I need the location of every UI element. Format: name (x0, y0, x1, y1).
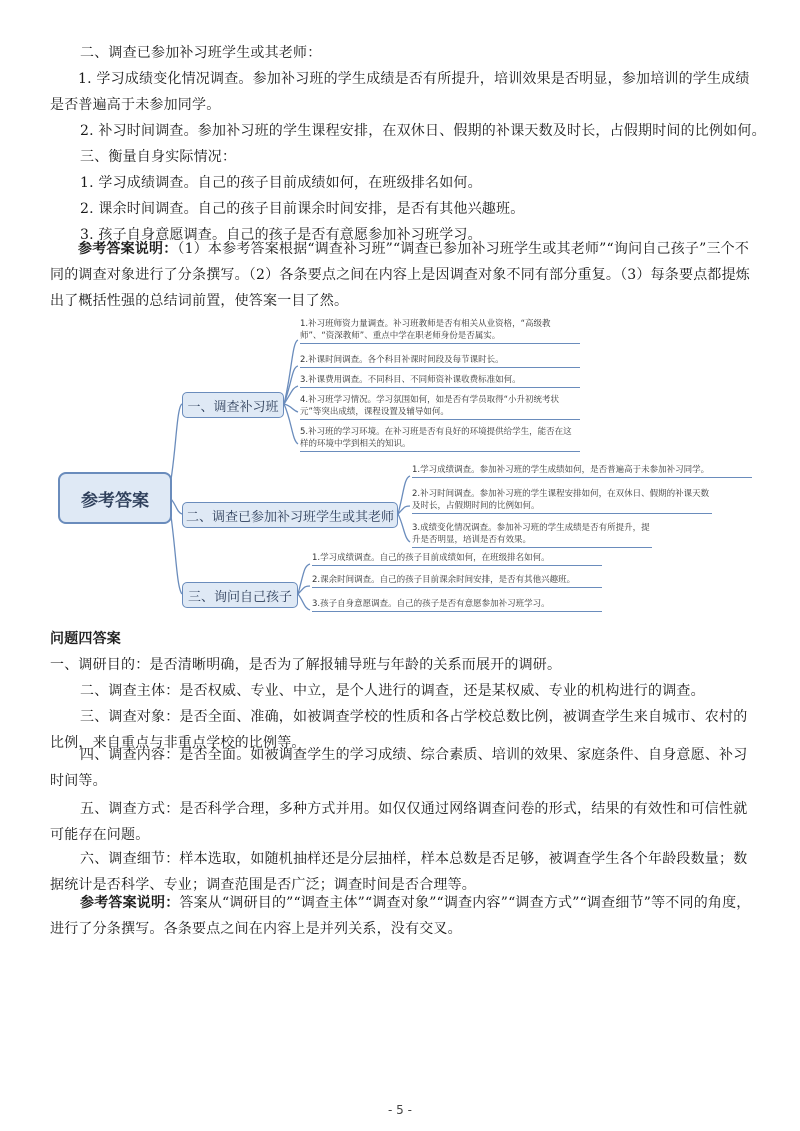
section-heading: 二、调查已参加补习班学生或其老师： (80, 45, 322, 61)
paragraph: 二、调查主体：是否权威、专业、中立，是个人进行的调查，还是某权威、专业的机构进行的调查。 (80, 683, 705, 699)
paragraph: 2. 补习时间调查。参加补习班的学生课程安排，在双休日、假期的补课天数及时长，占假期时间的比例如何。 (80, 123, 766, 139)
mindmap-leaf: 2.补课时间调查。各个科目补课时间段及每节课时长。 (300, 354, 580, 368)
paragraph: 3. 孩子自身意愿调查。自己的孩子是否有意愿参加补习班学习。 (80, 227, 482, 243)
mindmap-leaf: 5.补习班的学习环境。在补习班是否有良好的环境提供给学生，能否在这样的环境中学到相关的知识。 (300, 426, 580, 452)
note-text: 答案从“调研目的”“调查主体”“调查对象”“调查内容”“调查方式”“调查细节”等不同的角度，进行了分条撰写。各条要点之间在内容上是并列关系，没有交叉。 (50, 895, 751, 937)
mindmap-leaf: 3.补课费用调查。不同科目、不同师资补课收费标准如何。 (300, 374, 580, 388)
paragraph: 2. 课余时间调查。自己的孩子目前课余时间安排，是否有其他兴趣班。 (80, 201, 525, 217)
mindmap-leaf: 3.成绩变化情况调查。参加补习班的学生成绩是否有所提升，提升是否明显，培训是否有效果。 (412, 522, 652, 548)
mindmap-leaf: 4.补习班学习情况。学习氛围如何，如是否有学员取得“小升初统考状元”等突出成绩，课程设置及辅导如何。 (300, 394, 580, 420)
paragraph: 六、调查细节：样本选取，如随机抽样还是分层抽样，样本总数是否足够，被调查学生各个年龄段数量；数据统计是否科学、专业；调查范围是否广泛；调查时间是否合理等。 (50, 851, 748, 893)
mindmap-root: 参考答案 (58, 472, 172, 524)
paragraph: 1. 学习成绩变化情况调查。参加补习班的学生成绩是否有所提升，培训效果是否明显，参加培训的学生成绩是否普遍高于未参加同学。 (50, 71, 750, 113)
mindmap-diagram (48, 312, 760, 624)
note-label: 参考答案说明： (78, 241, 178, 257)
paragraph: 三、调查对象：是否全面、准确，如被调查学校的性质和各占学校总数比例，被调查学生来自城市、农村的比例，来自重点与非重点学校的比例等。 (50, 709, 748, 751)
page-number: - 5 - (388, 1103, 412, 1117)
paragraph: 五、调查方式：是否科学合理，多种方式并用。如仅仅通过网络调查问卷的形式，结果的有效性和可信性就可能存在问题。 (50, 801, 748, 843)
mindmap-leaf: 2.课余时间调查。自己的孩子目前课余时间安排，是否有其他兴趣班。 (312, 574, 602, 588)
note-label: 参考答案说明： (80, 895, 180, 911)
mindmap-leaf: 1.补习班师资力量调查。补习班教师是否有相关从业资格，“高级教师”、“资深教师”、重点中学在职老师身份是否属实。 (300, 318, 580, 344)
mindmap-branch: 三、询问自己孩子 (182, 582, 298, 608)
section-heading: 三、衡量自身实际情况： (80, 149, 237, 165)
answer-note (50, 890, 756, 942)
note-text: （1）本参考答案根据“调查补习班”“调查已参加补习班学生或其老师”“询问自己孩子”三个不同的调查对象进行了分条撰写。（2）各条要点之间在内容上是因调查对象不同有部分重复。（3）每条要点都提炼出了概括性强的总结词前置，使答案一目了然。 (50, 241, 751, 309)
answer-note (50, 236, 756, 314)
paragraph: 1. 学习成绩调查。自己的孩子目前成绩如何，在班级排名如何。 (80, 175, 482, 191)
paragraph: 一、调研目的：是否清晰明确，是否为了解报辅导班与年龄的关系而展开的调研。 (50, 657, 562, 673)
mindmap-leaf: 2.补习时间调查。参加补习班的学生课程安排如何，在双休日、假期的补课天数及时长，占假期时间的比例如何。 (412, 488, 712, 514)
mindmap-leaf: 1.学习成绩调查。参加补习班的学生成绩如何，是否普遍高于未参加补习同学。 (412, 464, 752, 478)
paragraph: 四、调查内容：是否全面。如被调查学生的学习成绩、综合素质、培训的效果、家庭条件、自身意愿、补习时间等。 (50, 747, 748, 789)
mindmap-leaf: 3.孩子自身意愿调查。自己的孩子是否有意愿参加补习班学习。 (312, 598, 602, 612)
mindmap-branch: 一、调查补习班 (182, 392, 284, 418)
section-title: 问题四答案 (50, 631, 121, 647)
mindmap-leaf: 1.学习成绩调查。自己的孩子目前成绩如何，在班级排名如何。 (312, 552, 602, 566)
mindmap-branch: 二、调查已参加补习班学生或其老师 (182, 502, 398, 528)
